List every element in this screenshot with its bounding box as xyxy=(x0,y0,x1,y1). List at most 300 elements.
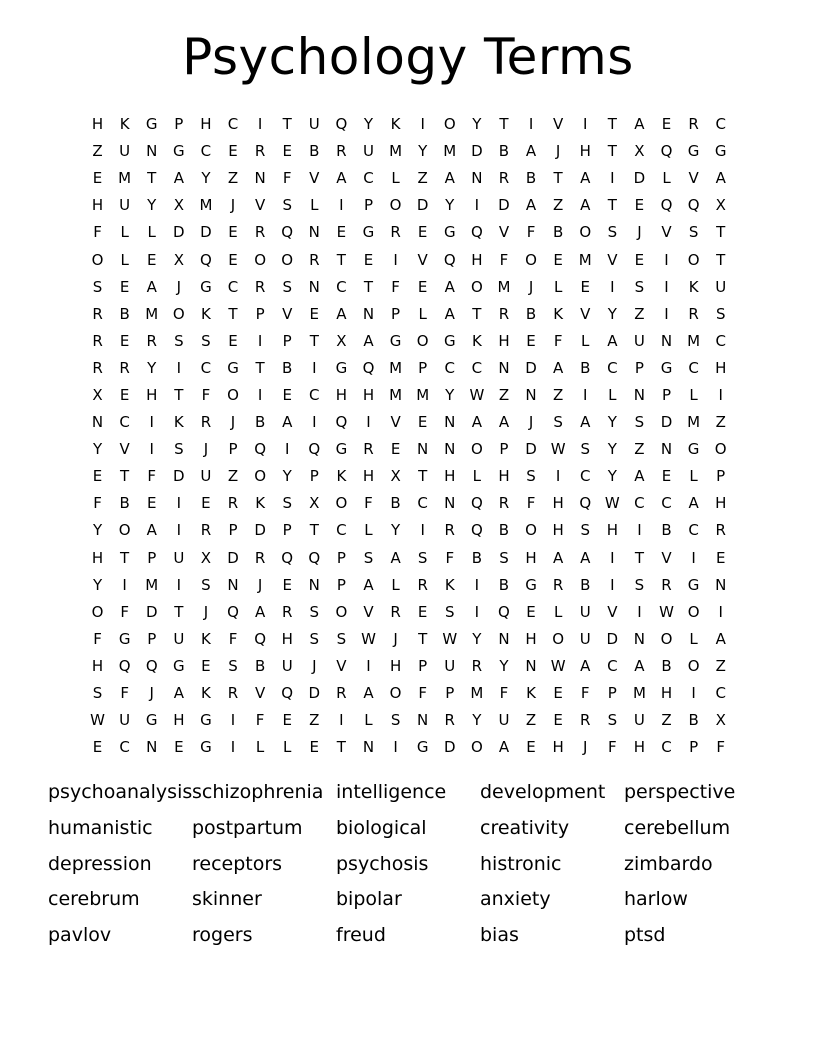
grid-letter[interactable]: N xyxy=(525,385,537,404)
grid-letter[interactable]: M xyxy=(443,142,457,161)
grid-letter[interactable]: A xyxy=(634,656,645,675)
grid-letter[interactable]: T xyxy=(336,250,346,269)
grid-letter[interactable]: C xyxy=(227,115,239,134)
grid-letter[interactable]: S xyxy=(553,413,563,432)
grid-letter[interactable]: U xyxy=(119,196,131,215)
grid-letter[interactable]: Z xyxy=(525,711,537,730)
grid-letter[interactable]: K xyxy=(526,684,536,703)
grid-letter[interactable]: Y xyxy=(607,413,617,432)
grid-letter[interactable]: L xyxy=(418,304,427,323)
grid-letter[interactable]: S xyxy=(92,277,103,296)
grid-letter[interactable]: S xyxy=(688,223,699,242)
grid-letter[interactable]: E xyxy=(146,494,157,513)
grid-letter[interactable]: X xyxy=(336,331,347,350)
grid-letter[interactable]: L xyxy=(147,223,156,242)
grid-letter[interactable]: H xyxy=(335,385,348,404)
grid-letter[interactable]: E xyxy=(553,684,563,703)
grid-letter[interactable]: C xyxy=(607,656,618,675)
grid-letter[interactable]: R xyxy=(498,169,510,188)
grid-letter[interactable]: O xyxy=(118,521,131,540)
grid-letter[interactable]: E xyxy=(417,277,428,296)
grid-letter[interactable]: D xyxy=(145,602,158,621)
grid-letter[interactable]: U xyxy=(173,548,185,567)
grid-letter[interactable]: W xyxy=(604,494,620,513)
grid-letter[interactable]: D xyxy=(200,223,212,242)
grid-letter[interactable]: M xyxy=(416,385,430,404)
grid-letter[interactable]: H xyxy=(552,494,564,513)
grid-letter[interactable]: R xyxy=(552,575,564,594)
grid-letter[interactable]: K xyxy=(201,629,211,648)
grid-letter[interactable]: C xyxy=(363,169,374,188)
grid-letter[interactable]: J xyxy=(637,223,642,242)
grid-letter[interactable]: A xyxy=(336,304,347,323)
grid-letter[interactable]: B xyxy=(282,358,293,377)
grid-letter[interactable]: C xyxy=(715,331,726,350)
grid-letter[interactable]: C xyxy=(579,467,591,486)
grid-letter[interactable]: Q xyxy=(443,250,456,269)
grid-letter[interactable]: L xyxy=(553,602,563,621)
grid-letter[interactable]: N xyxy=(308,277,320,296)
grid-letter[interactable]: A xyxy=(553,358,564,377)
grid-letter[interactable]: F xyxy=(445,548,455,567)
grid-letter[interactable]: A xyxy=(580,548,591,567)
grid-letter[interactable]: H xyxy=(91,548,104,567)
grid-letter[interactable]: I xyxy=(718,385,723,404)
grid-letter[interactable]: E xyxy=(526,331,536,350)
grid-letter[interactable]: K xyxy=(255,494,266,513)
grid-letter[interactable]: T xyxy=(553,169,563,188)
grid-letter[interactable]: C xyxy=(336,277,347,296)
grid-letter[interactable]: Z xyxy=(715,413,726,432)
grid-letter[interactable]: I xyxy=(691,548,696,567)
grid-letter[interactable]: X xyxy=(173,196,184,215)
grid-letter[interactable]: Q xyxy=(227,602,239,621)
grid-letter[interactable]: I xyxy=(339,711,344,730)
grid-letter[interactable]: O xyxy=(687,250,700,269)
grid-letter[interactable]: P xyxy=(228,440,238,459)
grid-letter[interactable]: S xyxy=(282,494,292,513)
grid-letter[interactable]: S xyxy=(417,548,428,567)
grid-letter[interactable]: L xyxy=(283,738,292,757)
grid-letter[interactable]: D xyxy=(471,142,483,161)
grid-letter[interactable]: Q xyxy=(660,196,673,215)
grid-letter[interactable]: G xyxy=(443,223,456,242)
grid-letter[interactable]: X xyxy=(92,385,103,404)
grid-letter[interactable]: P xyxy=(336,548,346,567)
grid-letter[interactable]: O xyxy=(579,223,592,242)
grid-letter[interactable]: M xyxy=(687,331,701,350)
grid-letter[interactable]: G xyxy=(335,440,348,459)
grid-letter[interactable]: T xyxy=(472,304,482,323)
grid-letter[interactable]: D xyxy=(254,521,266,540)
grid-letter[interactable]: V xyxy=(580,304,591,323)
grid-letter[interactable]: N xyxy=(715,575,727,594)
grid-letter[interactable]: P xyxy=(391,304,401,323)
grid-letter[interactable]: F xyxy=(93,494,102,513)
grid-letter[interactable]: E xyxy=(228,142,238,161)
grid-letter[interactable]: S xyxy=(363,548,374,567)
grid-letter[interactable]: Y xyxy=(201,169,211,188)
grid-letter[interactable]: F xyxy=(228,629,238,648)
grid-letter[interactable]: R xyxy=(498,494,510,513)
grid-letter[interactable]: R xyxy=(444,711,455,730)
grid-letter[interactable]: Q xyxy=(118,656,131,675)
grid-letter[interactable]: V xyxy=(254,196,266,215)
grid-letter[interactable]: H xyxy=(498,467,510,486)
grid-letter[interactable]: E xyxy=(309,738,320,757)
grid-letter[interactable]: E xyxy=(201,494,211,513)
grid-letter[interactable]: A xyxy=(580,169,591,188)
grid-letter[interactable]: B xyxy=(525,169,537,188)
grid-letter[interactable]: K xyxy=(173,413,184,432)
grid-letter[interactable]: A xyxy=(498,413,510,432)
grid-letter[interactable]: R xyxy=(417,575,428,594)
grid-letter[interactable]: A xyxy=(715,629,726,648)
grid-letter[interactable]: B xyxy=(498,142,510,161)
grid-letter[interactable]: J xyxy=(528,277,534,296)
grid-letter[interactable]: O xyxy=(687,602,700,621)
grid-letter[interactable]: O xyxy=(254,467,267,486)
grid-letter[interactable]: G xyxy=(660,358,673,377)
grid-letter[interactable]: M xyxy=(687,413,701,432)
grid-letter[interactable]: J xyxy=(583,738,588,757)
grid-letter[interactable]: R xyxy=(390,223,401,242)
grid-letter[interactable]: V xyxy=(390,413,401,432)
grid-letter[interactable]: L xyxy=(391,575,400,594)
grid-letter[interactable]: N xyxy=(146,738,158,757)
grid-letter[interactable]: H xyxy=(91,115,104,134)
grid-letter[interactable]: R xyxy=(227,494,239,513)
grid-letter[interactable]: T xyxy=(120,548,130,567)
grid-letter[interactable]: Y xyxy=(499,656,509,675)
grid-letter[interactable]: G xyxy=(687,575,700,594)
grid-letter[interactable]: J xyxy=(176,277,182,296)
grid-letter[interactable]: P xyxy=(499,440,509,459)
grid-letter[interactable]: Q xyxy=(281,548,294,567)
grid-letter[interactable]: B xyxy=(688,711,699,730)
grid-letter[interactable]: F xyxy=(418,684,427,703)
grid-letter[interactable]: F xyxy=(255,711,265,730)
grid-letter[interactable]: S xyxy=(92,684,103,703)
grid-letter[interactable]: H xyxy=(525,629,537,648)
grid-letter[interactable]: R xyxy=(363,440,374,459)
grid-letter[interactable]: R xyxy=(309,250,320,269)
grid-letter[interactable]: E xyxy=(282,385,292,404)
grid-letter[interactable]: Y xyxy=(147,196,157,215)
grid-letter[interactable]: B xyxy=(254,656,266,675)
grid-letter[interactable]: F xyxy=(580,684,590,703)
grid-letter[interactable]: R xyxy=(92,358,103,377)
grid-letter[interactable]: G xyxy=(443,331,456,350)
grid-letter[interactable]: Q xyxy=(470,223,483,242)
grid-letter[interactable]: N xyxy=(417,440,429,459)
grid-letter[interactable]: H xyxy=(362,467,375,486)
grid-letter[interactable]: Y xyxy=(418,142,428,161)
grid-letter[interactable]: B xyxy=(580,575,591,594)
grid-letter[interactable]: G xyxy=(227,358,239,377)
grid-letter[interactable]: F xyxy=(120,602,129,621)
grid-letter[interactable]: L xyxy=(581,331,590,350)
grid-letter[interactable]: S xyxy=(526,467,536,486)
grid-letter[interactable]: E xyxy=(119,331,130,350)
grid-letter[interactable]: K xyxy=(688,277,699,296)
grid-letter[interactable]: X xyxy=(173,250,184,269)
grid-letter[interactable]: O xyxy=(254,250,267,269)
grid-letter[interactable]: L xyxy=(364,711,373,730)
grid-letter[interactable]: C xyxy=(417,494,428,513)
grid-letter[interactable]: P xyxy=(418,656,428,675)
grid-letter[interactable]: A xyxy=(146,277,157,296)
grid-letter[interactable]: T xyxy=(228,304,238,323)
grid-letter[interactable]: R xyxy=(254,277,266,296)
grid-letter[interactable]: D xyxy=(173,223,185,242)
grid-letter[interactable]: E xyxy=(92,169,103,188)
grid-letter[interactable]: U xyxy=(173,629,185,648)
grid-letter[interactable]: W xyxy=(361,629,376,648)
grid-letter[interactable]: B xyxy=(661,521,672,540)
grid-letter[interactable]: C xyxy=(444,358,455,377)
grid-letter[interactable]: P xyxy=(661,385,672,404)
grid-letter[interactable]: N xyxy=(227,575,239,594)
grid-letter[interactable]: R xyxy=(119,358,130,377)
grid-letter[interactable]: P xyxy=(607,684,617,703)
grid-letter[interactable]: I xyxy=(420,115,425,134)
grid-letter[interactable]: B xyxy=(498,575,510,594)
grid-letter[interactable]: H xyxy=(91,656,104,675)
grid-letter[interactable]: V xyxy=(282,304,293,323)
grid-letter[interactable]: U xyxy=(362,142,374,161)
grid-letter[interactable]: U xyxy=(119,711,131,730)
grid-letter[interactable]: T xyxy=(174,385,184,404)
grid-letter[interactable]: N xyxy=(362,738,375,757)
grid-letter[interactable]: P xyxy=(228,521,238,540)
grid-letter[interactable]: R xyxy=(498,304,510,323)
grid-letter[interactable]: E xyxy=(363,250,374,269)
grid-letter[interactable]: V xyxy=(309,169,320,188)
grid-letter[interactable]: Y xyxy=(472,711,482,730)
grid-letter[interactable]: Q xyxy=(145,656,158,675)
grid-letter[interactable]: G xyxy=(200,738,212,757)
grid-letter[interactable]: X xyxy=(715,196,726,215)
grid-letter[interactable]: U xyxy=(281,656,293,675)
grid-letter[interactable]: A xyxy=(254,602,266,621)
grid-letter[interactable]: N xyxy=(498,358,510,377)
grid-letter[interactable]: W xyxy=(90,711,105,730)
grid-letter[interactable]: R xyxy=(471,656,483,675)
grid-letter[interactable]: C xyxy=(227,277,239,296)
grid-letter[interactable]: P xyxy=(282,331,292,350)
grid-letter[interactable]: U xyxy=(200,467,212,486)
grid-letter[interactable]: L xyxy=(553,277,563,296)
grid-letter[interactable]: V xyxy=(119,440,130,459)
grid-letter[interactable]: Z xyxy=(634,440,645,459)
grid-letter[interactable]: B xyxy=(309,142,320,161)
grid-letter[interactable]: E xyxy=(282,575,292,594)
grid-letter[interactable]: Z xyxy=(661,711,672,730)
grid-letter[interactable]: M xyxy=(199,196,213,215)
grid-letter[interactable]: S xyxy=(174,331,184,350)
grid-letter[interactable]: R xyxy=(580,711,591,730)
grid-letter[interactable]: C xyxy=(607,358,618,377)
grid-letter[interactable]: S xyxy=(201,575,211,594)
grid-letter[interactable]: A xyxy=(634,115,645,134)
grid-letter[interactable]: N xyxy=(444,413,456,432)
grid-letter[interactable]: E xyxy=(201,656,211,675)
grid-letter[interactable]: E xyxy=(282,711,292,730)
grid-letter[interactable]: R xyxy=(254,142,266,161)
grid-letter[interactable]: Y xyxy=(607,440,617,459)
grid-letter[interactable]: Q xyxy=(687,196,700,215)
grid-letter[interactable]: N xyxy=(308,575,320,594)
grid-letter[interactable]: P xyxy=(147,629,157,648)
grid-letter[interactable]: I xyxy=(664,304,669,323)
grid-letter[interactable]: T xyxy=(336,738,346,757)
grid-letter[interactable]: R xyxy=(227,684,239,703)
grid-letter[interactable]: A xyxy=(390,548,401,567)
grid-letter[interactable]: I xyxy=(610,548,615,567)
grid-letter[interactable]: E xyxy=(336,223,347,242)
grid-letter[interactable]: V xyxy=(688,169,699,188)
grid-letter[interactable]: F xyxy=(120,684,129,703)
grid-letter[interactable]: S xyxy=(174,440,184,459)
grid-letter[interactable]: C xyxy=(661,494,672,513)
grid-letter[interactable]: Y xyxy=(607,304,617,323)
grid-letter[interactable]: Q xyxy=(308,548,321,567)
grid-letter[interactable]: M xyxy=(145,575,159,594)
grid-letter[interactable]: Z xyxy=(309,711,320,730)
grid-letter[interactable]: O xyxy=(389,684,402,703)
grid-letter[interactable]: O xyxy=(91,602,104,621)
grid-letter[interactable]: B xyxy=(525,304,537,323)
grid-letter[interactable]: I xyxy=(122,575,127,594)
grid-letter[interactable]: B xyxy=(498,521,510,540)
grid-letter[interactable]: R xyxy=(200,413,212,432)
grid-letter[interactable]: U xyxy=(444,656,456,675)
grid-letter[interactable]: J xyxy=(230,196,236,215)
grid-letter[interactable]: I xyxy=(610,277,615,296)
grid-letter[interactable]: O xyxy=(687,656,700,675)
grid-letter[interactable]: Y xyxy=(607,467,617,486)
grid-letter[interactable]: D xyxy=(606,629,619,648)
grid-letter[interactable]: Z xyxy=(227,467,239,486)
grid-letter[interactable]: A xyxy=(553,548,564,567)
grid-letter[interactable]: Q xyxy=(660,142,673,161)
grid-letter[interactable]: D xyxy=(416,196,429,215)
grid-letter[interactable]: X xyxy=(200,548,212,567)
grid-letter[interactable]: X xyxy=(715,711,726,730)
grid-letter[interactable]: E xyxy=(634,196,645,215)
grid-letter[interactable]: R xyxy=(254,223,266,242)
grid-letter[interactable]: F xyxy=(282,169,292,188)
grid-letter[interactable]: E xyxy=(553,250,563,269)
grid-letter[interactable]: Z xyxy=(634,304,645,323)
grid-letter[interactable]: H xyxy=(471,250,483,269)
grid-letter[interactable]: D xyxy=(443,738,456,757)
grid-letter[interactable]: G xyxy=(714,142,727,161)
grid-letter[interactable]: C xyxy=(309,385,320,404)
grid-letter[interactable]: Z xyxy=(715,656,726,675)
grid-letter[interactable]: H xyxy=(579,142,591,161)
grid-letter[interactable]: S xyxy=(580,521,590,540)
grid-letter[interactable]: J xyxy=(149,684,154,703)
grid-letter[interactable]: E xyxy=(715,548,726,567)
grid-letter[interactable]: I xyxy=(528,115,534,134)
grid-letter[interactable]: U xyxy=(498,711,510,730)
grid-letter[interactable]: L xyxy=(255,738,265,757)
grid-letter[interactable]: Q xyxy=(200,250,212,269)
grid-letter[interactable]: U xyxy=(579,629,591,648)
grid-letter[interactable]: H xyxy=(389,656,402,675)
grid-letter[interactable]: C xyxy=(119,413,130,432)
grid-letter[interactable]: X xyxy=(309,494,320,513)
grid-letter[interactable]: J xyxy=(203,440,209,459)
grid-letter[interactable]: T xyxy=(607,142,617,161)
grid-letter[interactable]: V xyxy=(553,115,564,134)
grid-letter[interactable]: M xyxy=(389,358,403,377)
grid-letter[interactable]: U xyxy=(633,711,645,730)
grid-letter[interactable]: T xyxy=(418,629,428,648)
grid-letter[interactable]: C xyxy=(634,494,645,513)
grid-letter[interactable]: D xyxy=(498,196,510,215)
grid-letter[interactable]: I xyxy=(149,413,154,432)
grid-letter[interactable]: R xyxy=(661,575,672,594)
grid-letter[interactable]: U xyxy=(308,115,320,134)
grid-letter[interactable]: N xyxy=(362,304,375,323)
grid-letter[interactable]: G xyxy=(362,223,375,242)
grid-letter[interactable]: F xyxy=(499,684,509,703)
grid-letter[interactable]: A xyxy=(444,304,455,323)
grid-letter[interactable]: O xyxy=(91,250,104,269)
grid-letter[interactable]: T xyxy=(174,602,184,621)
grid-letter[interactable]: A xyxy=(580,413,591,432)
grid-letter[interactable]: W xyxy=(550,656,566,675)
grid-letter[interactable]: F xyxy=(201,385,211,404)
grid-letter[interactable]: V xyxy=(254,684,266,703)
grid-letter[interactable]: Z xyxy=(553,196,564,215)
grid-letter[interactable]: M xyxy=(389,385,403,404)
grid-letter[interactable]: E xyxy=(309,304,320,323)
grid-letter[interactable]: B xyxy=(552,223,564,242)
grid-letter[interactable]: A xyxy=(580,656,591,675)
grid-letter[interactable]: A xyxy=(444,277,455,296)
grid-letter[interactable]: F xyxy=(526,494,536,513)
grid-letter[interactable]: I xyxy=(420,521,425,540)
grid-letter[interactable]: I xyxy=(637,521,642,540)
grid-letter[interactable]: O xyxy=(470,277,483,296)
grid-letter[interactable]: L xyxy=(689,629,698,648)
grid-letter[interactable]: O xyxy=(172,304,185,323)
grid-letter[interactable]: J xyxy=(528,413,534,432)
grid-letter[interactable]: X xyxy=(390,467,401,486)
grid-letter[interactable]: K xyxy=(444,575,455,594)
grid-letter[interactable]: L xyxy=(120,223,129,242)
grid-letter[interactable]: R xyxy=(390,602,401,621)
grid-letter[interactable]: I xyxy=(610,169,615,188)
grid-letter[interactable]: D xyxy=(525,358,537,377)
grid-letter[interactable]: F xyxy=(499,250,509,269)
grid-letter[interactable]: N xyxy=(308,223,320,242)
grid-letter[interactable]: P xyxy=(634,358,644,377)
grid-letter[interactable]: S xyxy=(499,548,509,567)
grid-letter[interactable]: O xyxy=(525,521,537,540)
grid-letter[interactable]: G xyxy=(173,656,185,675)
grid-letter[interactable]: E xyxy=(417,413,428,432)
grid-letter[interactable]: J xyxy=(203,602,209,621)
grid-letter[interactable]: Y xyxy=(363,115,374,134)
grid-letter[interactable]: E xyxy=(580,277,590,296)
grid-letter[interactable]: H xyxy=(660,684,673,703)
grid-letter[interactable]: T xyxy=(634,548,644,567)
